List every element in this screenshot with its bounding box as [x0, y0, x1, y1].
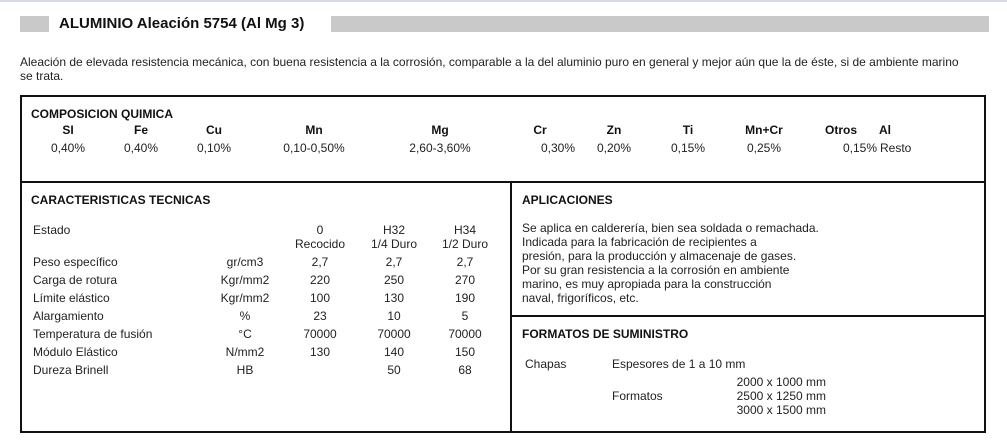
element-value: 0,25% [746, 141, 782, 155]
state-desc: Recocido [294, 237, 346, 251]
state-code: 0 [316, 223, 324, 237]
element-symbol: Fe [133, 123, 148, 137]
element-symbol: Mn [305, 123, 323, 137]
formatos-label: Formatos [612, 389, 663, 403]
composicion-heading: COMPOSICION QUIMICA [31, 107, 174, 121]
property-label: Módulo Elástico [33, 345, 118, 359]
property-unit: Kgr/mm2 [220, 273, 270, 287]
element-symbol: Ti [682, 123, 694, 137]
property-label: Carga de rotura [33, 273, 118, 287]
property-label: Peso específico [33, 255, 118, 269]
state-desc: 1/2 Duro [441, 237, 489, 251]
element-value: 0,40% [50, 141, 86, 155]
top-divider [0, 0, 1007, 2]
format-size: 2000 x 1000 mm [736, 375, 826, 389]
table-divider-horizontal [20, 181, 986, 183]
property-value: 5 [461, 309, 469, 323]
formatos-heading: FORMATOS DE SUMINISTRO [522, 327, 689, 341]
element-symbol: Mg [431, 123, 449, 137]
aplicaciones-text [522, 221, 819, 305]
page-title: ALUMINIO Aleación 5754 (Al Mg 3) [59, 15, 305, 32]
property-value: 130 [309, 345, 331, 359]
aplicaciones-line: marino, es muy apropiada para la construcción [522, 277, 772, 291]
table-divider-right [510, 315, 986, 317]
property-value: 100 [309, 291, 331, 305]
format-size: 2500 x 1250 mm [736, 389, 826, 403]
property-value: 2,7 [385, 255, 403, 269]
table-divider-vertical [510, 181, 512, 433]
property-value: 2,7 [311, 255, 329, 269]
property-unit: % [239, 309, 251, 323]
property-value: 130 [383, 291, 405, 305]
aplicaciones-line: Indicada para la fabricación de recipientes a [522, 235, 757, 249]
element-symbol: SI [62, 123, 74, 137]
property-label: Alargamiento [33, 309, 104, 323]
property-value: 68 [458, 363, 472, 377]
element-value: 2,60-3,60% [409, 141, 471, 155]
property-value: 250 [383, 273, 405, 287]
title-bar-right [331, 16, 989, 32]
state-code: H32 [382, 223, 405, 237]
element-symbol: Cr [533, 123, 547, 137]
property-value: 70000 [303, 327, 337, 341]
property-unit: HB [236, 363, 254, 377]
element-value: Resto [880, 141, 912, 155]
chapas-label: Chapas [525, 357, 567, 371]
element-symbol: Mn+Cr [745, 123, 783, 137]
property-value: 220 [309, 273, 331, 287]
property-value: 150 [454, 345, 476, 359]
description: Aleación de elevada resistencia mecánica, con buena resistencia a la corrosión, comparable a la del aluminio puro en general y mejor aún que la de éste, si de ambiente marino se trata. [20, 55, 959, 83]
property-unit: gr/cm3 [226, 255, 264, 269]
property-unit: N/mm2 [225, 345, 265, 359]
property-value: 190 [454, 291, 476, 305]
element-symbol: Zn [606, 123, 622, 137]
format-sizes [700, 375, 826, 417]
property-value: 10 [387, 309, 401, 323]
element-symbol: Cu [206, 123, 222, 137]
property-value: 23 [313, 309, 327, 323]
property-value: 70000 [377, 327, 411, 341]
aplicaciones-line: Se aplica en calderería, bien sea soldada o remachada. [522, 221, 819, 235]
element-value: 0,30% [540, 141, 576, 155]
property-value: 70000 [448, 327, 482, 341]
element-value: 0,15% [670, 141, 706, 155]
property-value: 140 [383, 345, 405, 359]
property-label: Temperatura de fusión [33, 327, 153, 341]
property-label: Dureza Brinell [33, 363, 109, 377]
property-unit: °C [238, 327, 252, 341]
aplicaciones-heading: APLICACIONES [522, 193, 613, 207]
aplicaciones-line: presión, para la producción y almacenaje de gases. [522, 249, 797, 263]
estado-label: Estado [33, 223, 71, 237]
format-size: 3000 x 1500 mm [736, 403, 826, 417]
property-value: 270 [454, 273, 476, 287]
title-bar-left [20, 16, 49, 32]
state-code: H34 [453, 223, 476, 237]
espesores-text: Espesores de 1 a 10 mm [612, 357, 746, 371]
element-value: 0,10% [196, 141, 232, 155]
element-value: 0,15% [842, 141, 877, 155]
element-value: 0,40% [123, 141, 159, 155]
aplicaciones-line: naval, frigoríficos, etc. [522, 291, 639, 305]
property-unit: Kgr/mm2 [220, 291, 270, 305]
property-label: Límite elástico [33, 291, 110, 305]
element-value: 0,10-0,50% [283, 141, 345, 155]
property-value: 50 [387, 363, 401, 377]
caracteristicas-heading: CARACTERISTICAS TECNICAS [31, 193, 211, 207]
aplicaciones-line: Por su gran resistencia a la corrosión en ambiente [522, 263, 790, 277]
state-desc: 1/4 Duro [370, 237, 418, 251]
element-symbol: Al [879, 123, 891, 137]
property-value: 2,7 [456, 255, 474, 269]
element-value: 0,20% [596, 141, 632, 155]
element-symbol: Otros [824, 123, 857, 137]
